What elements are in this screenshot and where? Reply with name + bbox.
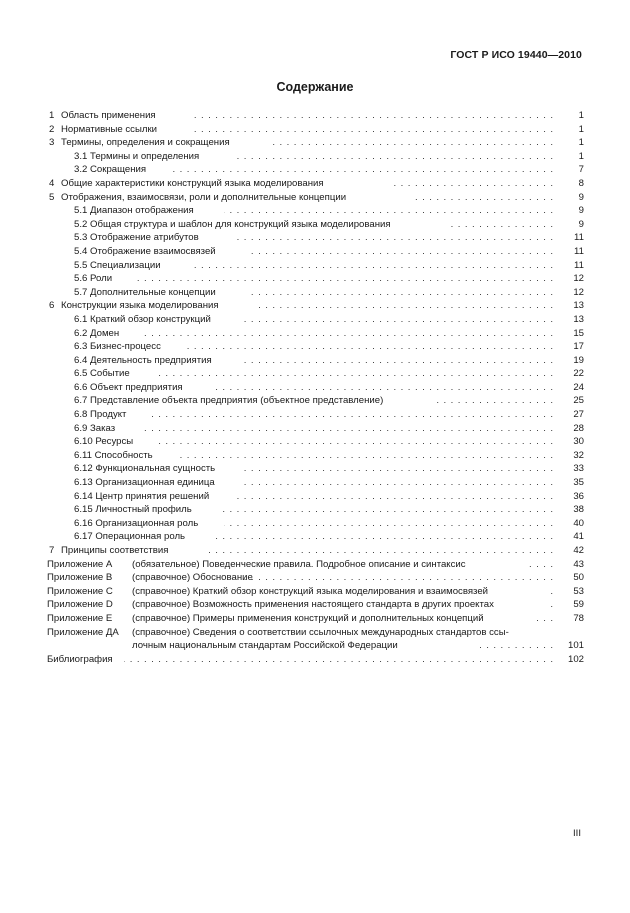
toc-entry-title: 6.12 Функциональная сущность (74, 463, 216, 475)
toc-entry-page: 25 (573, 395, 584, 407)
toc-entry-page: 12 (573, 286, 584, 298)
toc-leader-dots (134, 272, 554, 286)
toc-entry-page: 11 (574, 245, 584, 257)
toc-entry[interactable] (47, 435, 584, 449)
toc-entry[interactable] (47, 340, 584, 354)
toc-leader-dots (224, 204, 554, 218)
toc-entry[interactable] (47, 653, 584, 667)
toc-entry-page: 11 (574, 232, 584, 244)
toc-entry[interactable] (47, 367, 584, 381)
toc-entry-number: Приложение D (47, 599, 113, 611)
toc-entry[interactable] (47, 123, 584, 137)
toc-entry-title: 6.7 Представление объекта предприятия (объектное представление) (74, 395, 384, 407)
toc-leader-dots (232, 571, 554, 585)
toc-entry-page: 9 (578, 218, 584, 230)
toc-entry-title: 6.6 Объект предприятия (74, 381, 183, 393)
toc-entry-page: 32 (573, 449, 584, 461)
toc-leader-dots (194, 109, 554, 123)
toc-entry-page: 78 (573, 612, 584, 624)
toc-entry[interactable] (47, 517, 584, 531)
toc-leader-dots (234, 490, 554, 504)
toc-leader-dots (247, 286, 554, 300)
toc-entry[interactable] (47, 163, 584, 177)
toc-leader-dots (219, 503, 554, 517)
toc-entry[interactable] (47, 476, 584, 490)
toc-entry-title: Конструкции языка моделирования (61, 300, 219, 312)
toc-entry[interactable] (47, 327, 584, 341)
toc-leader-dots (214, 530, 554, 544)
toc-entry-page: 1 (578, 110, 584, 121)
toc-entry-page: 15 (573, 327, 584, 339)
toc-leader-dots (154, 367, 554, 381)
toc-entry-page: 33 (573, 463, 584, 475)
toc-entry-page: 59 (573, 599, 584, 611)
toc-leader-dots (214, 381, 554, 395)
toc-entry-page: 8 (578, 177, 584, 189)
toc-entry-page: 50 (573, 572, 584, 584)
toc-entry-title: Общие характеристики конструкций языка моделирования (61, 177, 324, 189)
toc-entry[interactable] (47, 313, 584, 327)
toc-entry-title: Отображения, взаимосвязи, роли и дополнительные концепции (61, 191, 347, 203)
toc-entry[interactable] (47, 530, 584, 544)
toc-entry-page: 1 (578, 137, 584, 149)
toc-entry[interactable] (47, 286, 584, 300)
toc-entry-number: 5 (49, 191, 55, 203)
toc-entry-number: Приложение Е (47, 612, 113, 624)
toc-entry-page: 30 (573, 436, 584, 448)
toc-entry-page: 7 (578, 164, 584, 176)
toc-leader-dots (437, 394, 554, 408)
toc-entry-title-continued: лочным национальным стандартам Российской Федерации (132, 640, 398, 652)
toc-leader-dots (169, 163, 554, 177)
toc-entry[interactable] (47, 585, 584, 599)
toc-leader-dots (546, 598, 554, 612)
toc-entry-title: 6.1 Краткий обзор конструкций (74, 313, 211, 325)
toc-leader-dots (259, 299, 554, 313)
toc-leader-dots (244, 313, 554, 327)
toc-leader-dots (476, 639, 554, 653)
toc-entry-number: 2 (49, 123, 55, 135)
toc-entry-title: (справочное) Примеры применения конструкций и дополнительных концепций (132, 612, 484, 624)
toc-entry-title: (справочное) Сведения о соответствии ссылочных международных стандартов ссы- (132, 626, 509, 638)
toc-leader-dots (526, 558, 554, 572)
toc-leader-dots (244, 462, 554, 476)
toc-entry-number: 1 (49, 110, 55, 121)
toc-leader-dots (249, 245, 554, 259)
toc-entry[interactable] (47, 598, 584, 612)
toc-leader-dots (532, 612, 554, 626)
toc-entry[interactable] (47, 490, 584, 504)
toc-entry-number: Приложение ДА (47, 626, 119, 638)
toc-entry[interactable] (47, 218, 584, 232)
toc-entry-title: 5.2 Общая структура и шаблон для конструкций языка моделирования (74, 218, 391, 230)
toc-entry-title: 6.2 Домен (74, 327, 120, 339)
toc-entry-page: 22 (573, 368, 584, 380)
toc-entry[interactable] (47, 354, 584, 368)
toc-entry-title: 5.6 Роли (74, 273, 113, 285)
toc-entry[interactable] (47, 150, 584, 164)
toc-entry-page: 42 (573, 545, 584, 556)
toc-leader-dots (124, 653, 554, 667)
toc-entry-number: 7 (49, 545, 55, 556)
toc-entry[interactable] (47, 381, 584, 395)
toc-entry-title: 6.3 Бизнес-процесс (74, 341, 161, 353)
toc-entry[interactable] (47, 394, 584, 408)
toc-entry-title: (справочное) Возможность применения настоящего стандарта в других проектах (132, 599, 494, 611)
toc-entry-page: 41 (573, 531, 584, 543)
toc-entry-page: 35 (573, 477, 584, 489)
toc-leader-dots (209, 544, 554, 558)
toc-leader-dots (186, 340, 554, 354)
page-number-roman: III (573, 828, 581, 839)
toc-entry-page: 28 (573, 422, 584, 434)
toc-leader-dots (391, 177, 554, 191)
toc-entry-title: 6.9 Заказ (74, 422, 116, 434)
toc-entry[interactable] (47, 136, 584, 150)
toc-entry-title: 6.13 Организационная единица (74, 477, 215, 489)
toc-entry-title: Область применения (61, 110, 156, 121)
toc-entry[interactable] (47, 191, 584, 205)
toc-entry-page: 12 (573, 273, 584, 285)
toc-leader-dots (150, 408, 554, 422)
toc-entry-number: 6 (49, 300, 55, 312)
toc-entry-page: 27 (573, 409, 584, 421)
toc-entry[interactable] (47, 204, 584, 218)
toc-entry-number: Библиография (47, 653, 113, 665)
toc-entry-title: 5.1 Диапазон отображения (74, 205, 194, 217)
toc-entry[interactable] (47, 177, 584, 191)
toc-entry-title: 3.1 Термины и определения (74, 150, 200, 162)
toc-entry-number: 3 (49, 137, 55, 149)
toc-leader-dots (414, 191, 554, 205)
toc-entry-page: 24 (573, 381, 584, 393)
toc-title: Содержание (276, 80, 354, 94)
toc-leader-dots (142, 327, 554, 341)
toc-entry[interactable] (47, 299, 584, 313)
toc-leader-dots (232, 150, 554, 164)
toc-leader-dots (224, 517, 554, 531)
toc-entry[interactable] (47, 109, 584, 123)
toc-leader-dots (271, 136, 554, 150)
toc-leader-dots (177, 449, 554, 463)
toc-entry-title: 6.8 Продукт (74, 409, 127, 421)
toc-entry-title: 5.3 Отображение атрибутов (74, 232, 199, 244)
toc-entry[interactable] (47, 272, 584, 286)
standard-code: ГОСТ Р ИСО 19440—2010 (450, 49, 582, 61)
toc-entry[interactable] (47, 544, 584, 558)
toc-leader-dots (232, 231, 554, 245)
toc-entry[interactable] (47, 422, 584, 436)
toc-entry-page: 9 (578, 191, 584, 203)
toc-entry-title: (обязательное) Поведенческие правила. Подробное описание и синтаксис (132, 558, 466, 570)
toc-entry-title: 5.4 Отображение взаимосвязей (74, 245, 216, 257)
toc-entry-title: 5.5 Специализации (74, 259, 161, 271)
toc-entry-title: (справочное) Обоснование (132, 572, 253, 584)
toc-leader-dots (189, 259, 554, 273)
toc-entry-page: 11 (574, 259, 584, 271)
toc-entry-title: Термины, определения и сокращения (61, 137, 230, 149)
toc-entry[interactable] (47, 245, 584, 259)
toc-entry-title: 6.10 Ресурсы (74, 436, 134, 448)
toc-entry-title: 6.14 Центр принятия решений (74, 490, 210, 502)
toc-leader-dots (244, 354, 554, 368)
toc-leader-dots (139, 422, 554, 436)
toc-entry-title: 6.5 Событие (74, 368, 130, 380)
toc-entry-page: 9 (578, 205, 584, 217)
toc-entry-page: 13 (573, 300, 584, 312)
toc-entry-page: 43 (573, 558, 584, 570)
toc-entry[interactable] (47, 571, 584, 585)
toc-entry[interactable] (47, 408, 584, 422)
toc-entry-number: Приложение С (47, 585, 113, 597)
toc-entry[interactable] (47, 462, 584, 476)
toc-entry-page: 17 (573, 341, 584, 353)
toc-entry-number: 4 (49, 177, 55, 189)
toc-entry-title: Нормативные ссылки (61, 123, 158, 135)
toc-leader-dots (241, 476, 554, 490)
toc-entry-title: (справочное) Краткий обзор конструкций языка моделирования и взаимосвязей (132, 585, 489, 597)
toc-entry-page: 102 (567, 653, 584, 665)
toc-entry-title: 6.16 Организационная роль (74, 517, 199, 529)
toc-entry[interactable] (47, 626, 584, 653)
toc-entry-page: 53 (573, 585, 584, 597)
toc-entry-title: 6.17 Операционная роль (74, 531, 186, 543)
toc-entry-title: 6.11 Способность (74, 449, 153, 461)
toc-entry-page: 13 (573, 313, 584, 325)
toc-entry[interactable] (47, 503, 584, 517)
toc-entry-title: 3.2 Сокращения (74, 164, 147, 176)
toc-entry-page: 38 (573, 504, 584, 516)
toc-entry[interactable] (47, 449, 584, 463)
toc-leader-dots (159, 435, 554, 449)
toc-leader-dots (446, 218, 554, 232)
toc-entry-title: Принципы соответствия (61, 545, 169, 556)
toc-leader-dots (546, 585, 554, 599)
toc-leader-dots (194, 123, 554, 137)
toc-entry-number: Приложение В (47, 572, 113, 584)
toc-entry-page: 19 (573, 354, 584, 366)
toc-entry[interactable] (47, 558, 584, 572)
toc-entry-page: 101 (567, 640, 584, 652)
toc-entry[interactable] (47, 259, 584, 273)
toc-entry-title: 6.15 Личностный профиль (74, 504, 192, 516)
toc-entry-title: 5.7 Дополнительные концепции (74, 286, 216, 298)
toc-entry-page: 1 (578, 150, 584, 162)
toc-entry-number: Приложение А (47, 558, 113, 570)
toc-entry-page: 1 (578, 123, 584, 135)
toc-entry-page: 36 (573, 490, 584, 502)
toc-entry-title: 6.4 Деятельность предприятия (74, 354, 212, 366)
toc-entry[interactable] (47, 231, 584, 245)
toc-entry-page: 40 (573, 517, 584, 529)
toc-entry[interactable] (47, 612, 584, 626)
table-of-contents (47, 109, 584, 666)
